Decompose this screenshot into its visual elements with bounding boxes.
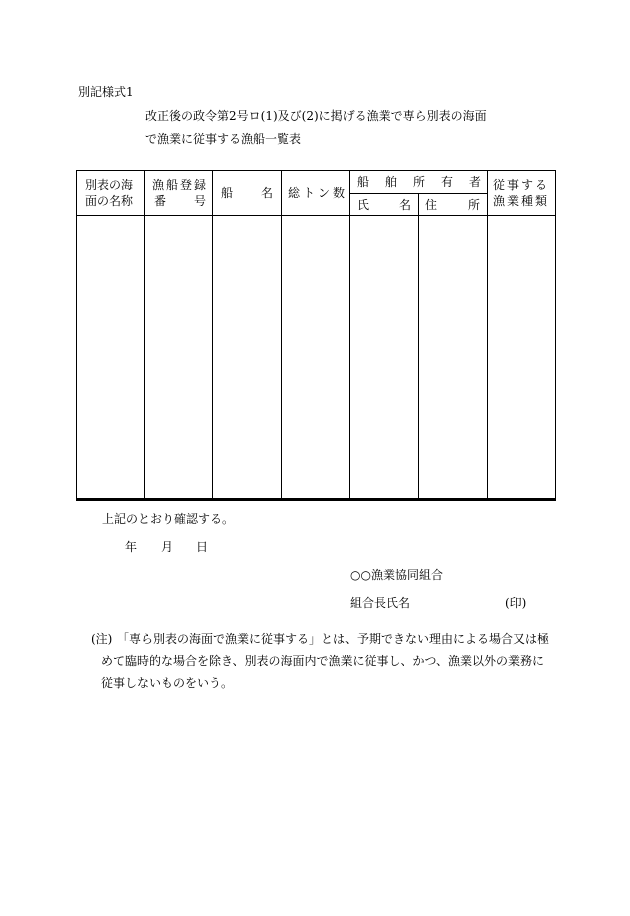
header-owner-char: 舶 (384, 175, 397, 189)
table-border-bottom (76, 498, 556, 501)
title-line-2: で漁業に従事する漁船一覧表 (145, 132, 302, 146)
header-ship-name-char: 船 (221, 186, 234, 200)
table-border-top (76, 170, 556, 171)
header-ship-name-char: 名 (260, 186, 273, 200)
header-owner-address (425, 199, 480, 211)
table-border-right (555, 170, 556, 501)
header-owner-address-char: 住 (425, 198, 438, 212)
header-owner-address-char: 所 (467, 198, 480, 212)
form-label: 別記様式1 (78, 85, 134, 99)
note-line-2: めて臨時的な場合を除き、別表の海面内で漁業に従事し、かつ、漁業以外の業務に (101, 654, 545, 668)
header-registration-char: 番 (154, 194, 167, 208)
title-line-1: 改正後の政令第2号ロ(1)及び(2)に掲げる漁業で専ら別表の海面 (145, 109, 487, 123)
date-year-label: 年 (125, 540, 138, 554)
header-bottom-divider (76, 215, 556, 216)
header-registration-line1: 漁船登録 (152, 178, 209, 192)
col-divider (281, 170, 282, 500)
header-owner-name-char: 氏 (357, 198, 370, 212)
header-owner-char: 船 (357, 175, 370, 189)
header-registration-char: 号 (193, 194, 206, 208)
owner-subheader-divider (349, 193, 487, 194)
header-owner-char: 所 (412, 175, 425, 189)
chief-name-label: 組合長氏名 (350, 596, 411, 610)
header-area-name-line2: 面の名称 (85, 194, 134, 208)
header-fishery-type-line2: 漁業種類 (493, 194, 550, 208)
date-day-label: 日 (196, 540, 209, 554)
header-tonnage: 総トン数 (288, 186, 349, 200)
col-divider (212, 170, 213, 500)
col-divider (487, 170, 488, 500)
header-owner-name-char: 名 (398, 198, 411, 212)
confirm-text: 上記のとおり確認する。 (102, 512, 235, 526)
seal-mark: (印) (505, 596, 527, 610)
date-month-label: 月 (161, 540, 174, 554)
header-fishery-type-line1: 従事する (493, 178, 550, 192)
note-label: (注) (91, 632, 113, 646)
association-name: ○○漁業協同組合 (350, 568, 443, 582)
header-owner-char: 者 (468, 175, 481, 189)
header-ship-name (221, 187, 273, 199)
header-owner-name (357, 199, 411, 211)
col-divider (418, 193, 419, 500)
header-owner (357, 176, 481, 188)
note-line-1: 「専ら別表の海面で漁業に従事する」とは、予期できない理由による場合又は極 (117, 632, 550, 646)
vessel-list-table (76, 170, 556, 501)
header-area-name-line1: 別表の海 (85, 178, 134, 192)
header-registration-line2 (154, 195, 206, 207)
table-border-left (76, 170, 77, 501)
note-line-3: 従事しないものをいう。 (101, 676, 234, 690)
col-divider (349, 170, 350, 500)
col-divider (144, 170, 145, 500)
header-owner-char: 有 (440, 175, 453, 189)
